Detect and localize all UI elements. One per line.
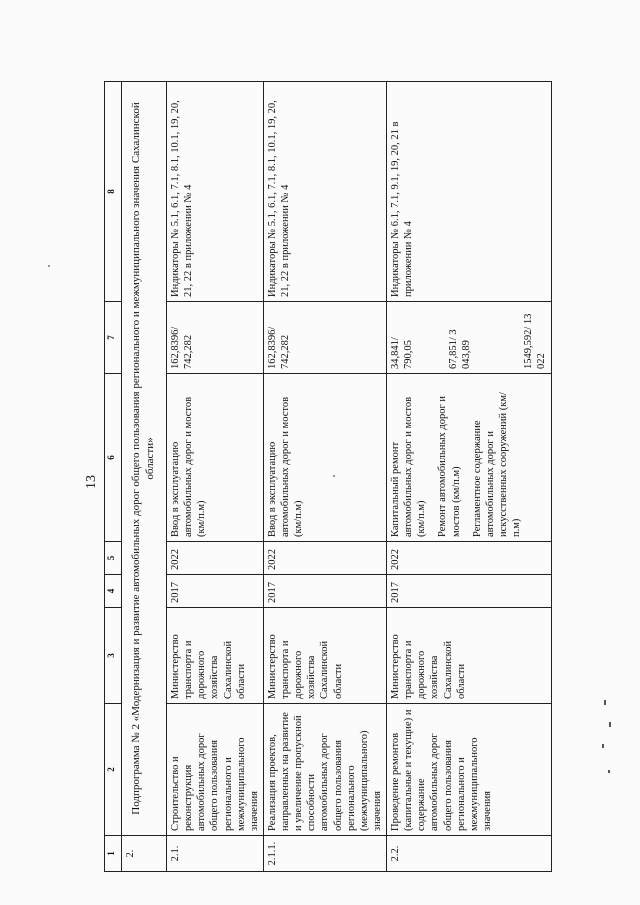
row-executor: Министерство транспорта и дорожного хозяйства Сахалинской области [167, 608, 264, 704]
row-end-year: 2022 [167, 542, 264, 575]
scan-marks [600, 700, 620, 780]
col-num-1: 1 [105, 836, 122, 872]
row-end-year: 2022 [263, 542, 386, 575]
row-result: Ввод в эксплуатацию автомобильных дорог и мостов (км/п.м) [263, 374, 386, 542]
page-number: 13 [84, 475, 99, 489]
col-num-8: 8 [105, 82, 122, 302]
row-number: 2.2. [387, 836, 552, 872]
row-start-year: 2017 [263, 575, 386, 608]
col-num-2: 2 [105, 704, 122, 836]
column-number-row [105, 82, 122, 872]
value-repair: 67,851/ 3 043,89 [448, 329, 473, 369]
row-name: Строительство и реконструкция автомобильных дорог общего пользования регионального и межмуниципального значения [167, 704, 264, 836]
row-results [387, 374, 552, 542]
row-name: Реализация проектов, направленных на развитие и увеличение пропускной способности автомобильных дорог общего пользования регионального (межмуниципального) значения [263, 704, 386, 836]
col-num-3: 3 [105, 608, 122, 704]
result-capital-repair: Капитальный ремонт автомобильных дорог и мостов (км/п.м) [390, 396, 428, 537]
row-number: 2.1.1. [263, 836, 386, 872]
row-indicators: Индикаторы № 5.1, 6.1, 7.1, 8.1, 10.1, 19, 20, 21, 22 в приложении № 4 [263, 82, 386, 302]
row-number: 2.1. [167, 836, 264, 872]
col-num-5: 5 [105, 542, 122, 575]
row-executor: Министерство транспорта и дорожного хозяйства Сахалинской области [263, 608, 386, 704]
row-start-year: 2017 [167, 575, 264, 608]
row-start-year: 2017 [387, 575, 552, 608]
subprogram-row [122, 82, 167, 872]
result-repair: Ремонт автомобильных дорог и мостов (км/п.м) [437, 395, 462, 537]
col-num-6: 6 [105, 374, 122, 542]
row-values [387, 302, 552, 374]
result-maintenance: Регламентное содержание автомобильных дорог и искусственных сооружений (км/п.м) [471, 392, 522, 537]
value-maintenance: 1549,592/ 13 022 [522, 313, 547, 369]
row-result: Ввод в эксплуатацию автомобильных дорог и мостов (км/п.м) [167, 374, 264, 542]
value-capital-repair: 34,841/ 790,05 [390, 337, 415, 369]
table-row [167, 82, 264, 872]
scan-speck [333, 475, 335, 477]
subprogram-title: Подпрограмма № 2 «Модернизация и развитие автомобильных дорог общего пользования регионального и межмуниципального значения Сахалинской области» [122, 82, 167, 836]
row-end-year: 2022 [387, 542, 552, 575]
col-num-7: 7 [105, 302, 122, 374]
table-row [263, 82, 386, 872]
row-indicators: Индикаторы № 6.1, 7.1, 9.1, 19, 20, 21 в приложении № 4 [387, 82, 552, 302]
row-value: 162,8396/ 742,282 [167, 302, 264, 374]
rotated-page [84, 42, 630, 872]
row-indicators: Индикаторы № 5.1, 6.1, 7.1, 8.1, 10.1, 19, 20, 21, 22 в приложении № 4 [167, 82, 264, 302]
table-row [387, 82, 552, 872]
program-table [104, 81, 552, 872]
subprogram-number: 2. [122, 836, 167, 872]
row-executor: Министерство транспорта и дорожного хозяйства Сахалинской области [387, 608, 552, 704]
scan-speck [48, 265, 50, 267]
col-num-4: 4 [105, 575, 122, 608]
row-name: Проведение ремонтов (капитальные и текущие) и содержание автомобильных дорог общего пользования регионального и межмуниципального значения [387, 704, 552, 836]
row-value: 162,8396/ 742,282 [263, 302, 386, 374]
